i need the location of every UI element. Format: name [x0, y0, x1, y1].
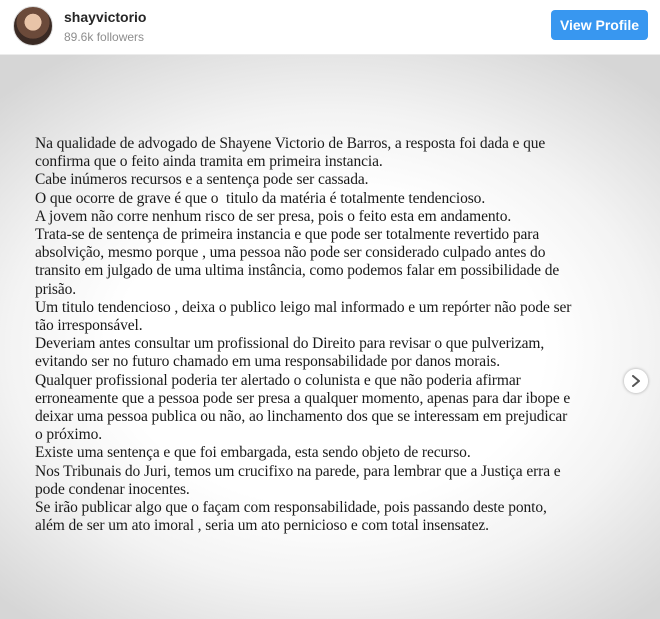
carousel-next-button[interactable] — [624, 369, 648, 393]
text-line: além de ser um ato imoral , seria um ato pernicioso e com total insensatez. — [35, 517, 489, 535]
text-line: erroneamente que a pessoa pode ser presa a qualquer momento, apenas para dar ibope e — [35, 389, 571, 407]
post-header — [0, 0, 660, 55]
text-line: Um titulo tendencioso , deixa o publico leigo mal informado e um repórter não pode ser — [35, 298, 572, 316]
text-line: confirma que o feito ainda tramita em primeira instancia. — [35, 153, 383, 171]
text-line: prisão. — [35, 280, 77, 298]
text-line: pode condenar inocentes. — [35, 480, 190, 498]
text-line: absolvição, mesmo porque , uma pessoa não pode ser considerado culpado antes do — [35, 244, 546, 262]
view-profile-button[interactable]: View Profile — [551, 10, 648, 40]
text-line: Existe uma sentença e que foi embargada, esta sendo objeto de recurso. — [35, 444, 471, 462]
text-line: Nos Tribunais do Juri, temos um crucifixo na parede, para lembrar que a Justiça erra e — [35, 462, 561, 480]
post-text — [35, 135, 635, 535]
text-line: Se irão publicar algo que o façam com responsabilidade, pois passando deste ponto, — [35, 499, 547, 517]
text-line: A jovem não corre nenhum risco de ser presa, pois o feito esta em andamento. — [35, 207, 512, 225]
text-line: Cabe inúmeros recursos e a sentença pode ser cassada. — [35, 171, 369, 189]
text-line: o próximo. — [35, 426, 103, 444]
text-line: O que ocorre de grave é que o titulo da matéria é totalmente tendencioso. — [35, 189, 486, 207]
text-line: Deveriam antes consultar um profissional do Direito para revisar o que pulverizam, — [35, 335, 545, 353]
avatar[interactable] — [13, 6, 53, 46]
chevron-right-icon — [631, 375, 641, 387]
text-line: evitando ser no futuro chamado em uma responsabilidade por danos morais. — [35, 353, 500, 371]
follower-count: 89.6k followers — [64, 30, 145, 44]
text-line: transito em julgado de uma ultima instância, como podemos falar em possibilidade de — [35, 262, 560, 280]
text-line: Trata-se de sentença de primeira instancia e que pode ser totalmente revertido para — [35, 226, 540, 244]
text-line: Na qualidade de advogado de Shayene Victorio de Barros, a resposta foi dada e que — [35, 135, 546, 152]
text-line: deixar uma pessoa publica ou não, ao linchamento dos que se interessam em prejudicar — [35, 408, 568, 426]
text-line: tão irresponsável. — [35, 317, 143, 335]
username[interactable]: shayvictorio — [64, 9, 147, 25]
post-image — [0, 55, 660, 619]
text-line: Qualquer profissional poderia ter alertado o colunista e que não poderia afirmar — [35, 371, 521, 389]
